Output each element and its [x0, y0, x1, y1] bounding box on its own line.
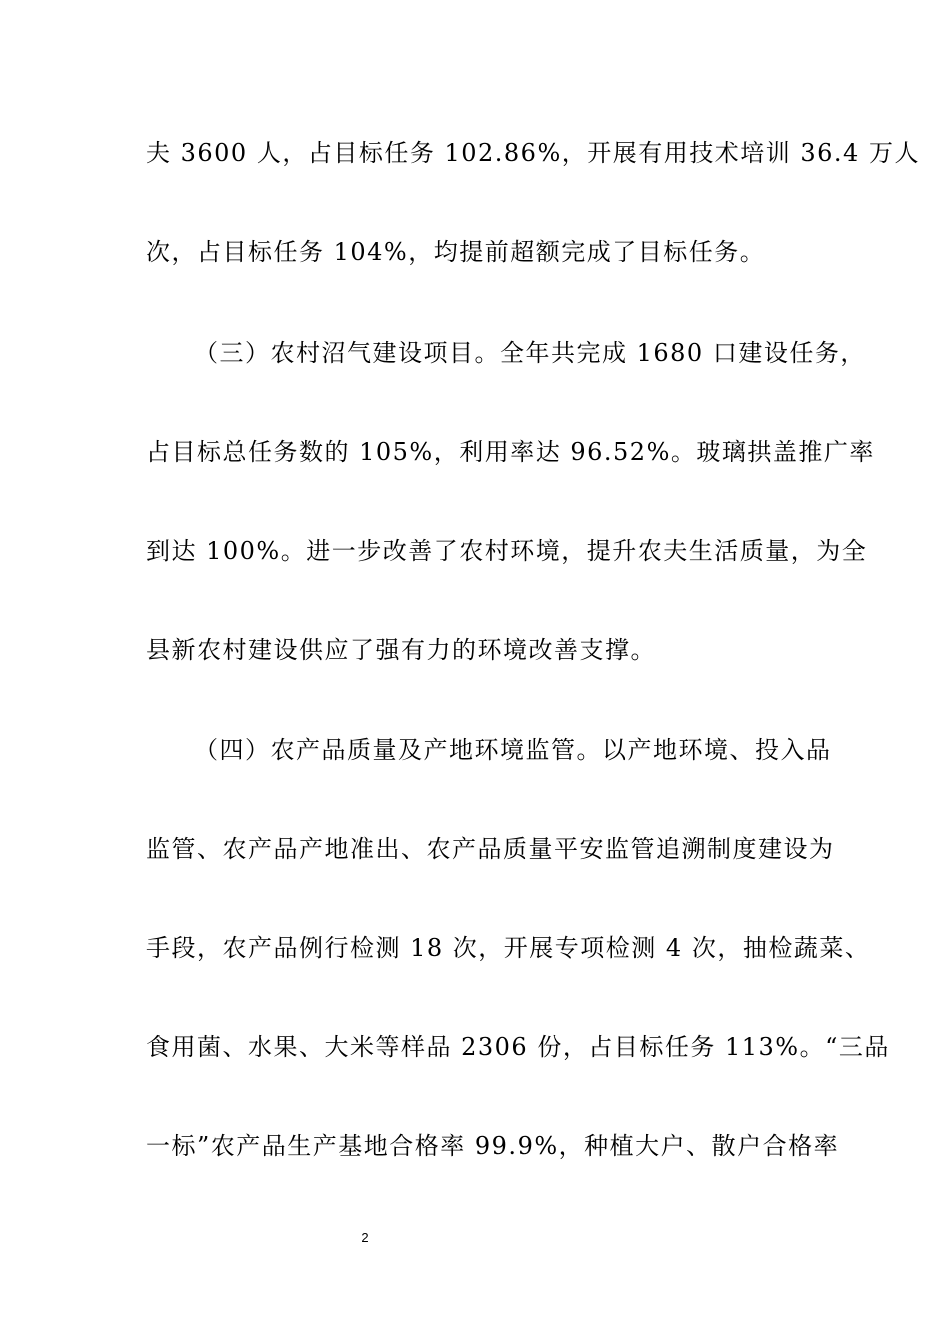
text-line: 监管、农产品产地准出、农产品质量平安监管追溯制度建设为 — [146, 835, 835, 863]
paragraph-heading-line: （三）农村沼气建设项目。全年共完成 1680 口建设任务， — [194, 339, 866, 367]
text-line: 县新农村建设供应了强有力的环境改善支撑。 — [146, 636, 656, 664]
text-line: 次，占目标任务 104%，均提前超额完成了目标任务。 — [146, 238, 766, 266]
text-line: 一标”农产品生产基地合格率 99.9%，种植大户、散户合格率 — [146, 1132, 840, 1160]
text-line: 手段，农产品例行检测 18 次，开展专项检测 4 次，抽检蔬菜、 — [146, 934, 871, 962]
paragraph-heading-line: （四）农产品质量及产地环境监管。以产地环境、投入品 — [194, 736, 832, 764]
text-line: 食用菌、水果、大米等样品 2306 份，占目标任务 113%。“三品 — [146, 1033, 890, 1061]
text-line: 到达 100%。进一步改善了农村环境，提升农夫生活质量，为全 — [146, 537, 868, 565]
text-line: 占目标总任务数的 105%，利用率达 96.52%。玻璃拱盖推广率 — [146, 438, 875, 466]
page-number: 2 — [361, 1230, 369, 1245]
text-line: 夫 3600 人，占目标任务 102.86%，开展有用技术培训 36.4 万人 — [146, 139, 920, 167]
